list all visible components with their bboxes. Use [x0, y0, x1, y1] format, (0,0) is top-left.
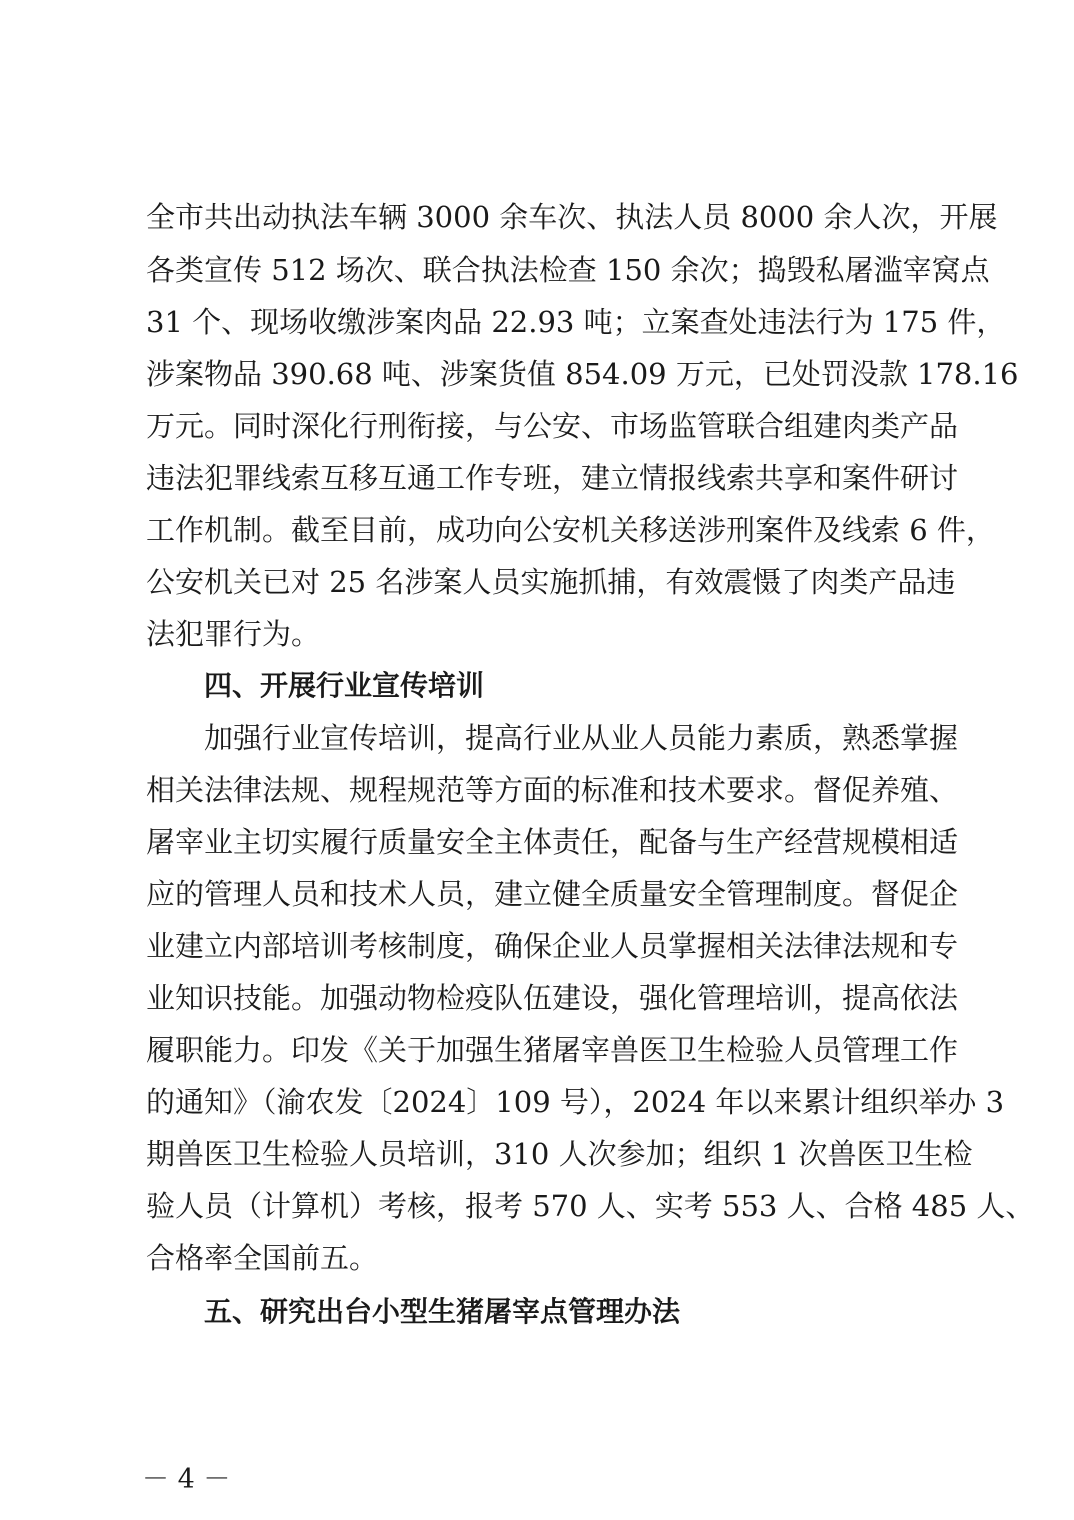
paragraph-2-line-3: 屠宰业主切实履行质量安全主体责任，配备与生产经营规模相适 — [146, 825, 959, 859]
paragraph-1-line-7: 工作机制。截至目前，成功向公安机关移送涉刑案件及线索 6 件， — [146, 513, 995, 547]
paragraph-2-line-9: 期兽医卫生检验人员培训，310 人次参加；组织 1 次兽医卫生检 — [146, 1137, 973, 1171]
paragraph-2-line-7: 履职能力。印发《关于加强生猪屠宰兽医卫生检验人员管理工作 — [146, 1033, 959, 1067]
section-heading-5: 五、研究出台小型生猪屠宰点管理办法 — [204, 1295, 681, 1328]
paragraph-2-line-11: 合格率全国前五。 — [146, 1241, 379, 1275]
paragraph-1-line-6: 违法犯罪线索互移互通工作专班，建立情报线索共享和案件研讨 — [146, 461, 959, 495]
page-number: － 4 － — [142, 1464, 231, 1495]
paragraph-1-line-2: 各类宣传 512 场次、联合执法检查 150 余次；捣毁私屠滥宰窝点 — [146, 253, 990, 287]
paragraph-2-line-4: 应的管理人员和技术人员，建立健全质量安全管理制度。督促企 — [146, 877, 959, 911]
paragraph-2-line-8: 的通知》（渝农发〔2024〕109 号），2024 年以来累计组织举办 3 — [146, 1085, 1005, 1119]
paragraph-1-line-3: 31 个、现场收缴涉案肉品 22.93 吨；立案查处违法行为 175 件， — [146, 305, 1006, 339]
paragraph-2-line-5: 业建立内部培训考核制度，确保企业人员掌握相关法律法规和专 — [146, 929, 959, 963]
paragraph-2-line-6: 业知识技能。加强动物检疫队伍建设，强化管理培训，提高依法 — [146, 981, 959, 1015]
paragraph-1-line-5: 万元。同时深化行刑衔接，与公安、市场监管联合组建肉类产品 — [146, 409, 959, 443]
paragraph-1-line-8: 公安机关已对 25 名涉案人员实施抓捕，有效震慑了肉类产品违 — [146, 565, 956, 599]
paragraph-2-line-1: 加强行业宣传培训，提高行业从业人员能力素质，熟悉掌握 — [204, 721, 959, 755]
paragraph-1-line-9: 法犯罪行为。 — [146, 617, 321, 651]
paragraph-2-line-10: 验人员（计算机）考核，报考 570 人、实考 553 人、合格 485 人、 — [146, 1189, 1035, 1223]
paragraph-2-line-2: 相关法律法规、规程规范等方面的标准和技术要求。督促养殖、 — [146, 773, 959, 807]
section-heading-4: 四、开展行业宣传培训 — [204, 669, 485, 702]
paragraph-1-line-4: 涉案物品 390.68 吨、涉案货值 854.09 万元，已处罚没款 178.16 — [146, 357, 1019, 391]
paragraph-1-line-1: 全市共出动执法车辆 3000 余车次、执法人员 8000 余人次，开展 — [146, 200, 998, 234]
